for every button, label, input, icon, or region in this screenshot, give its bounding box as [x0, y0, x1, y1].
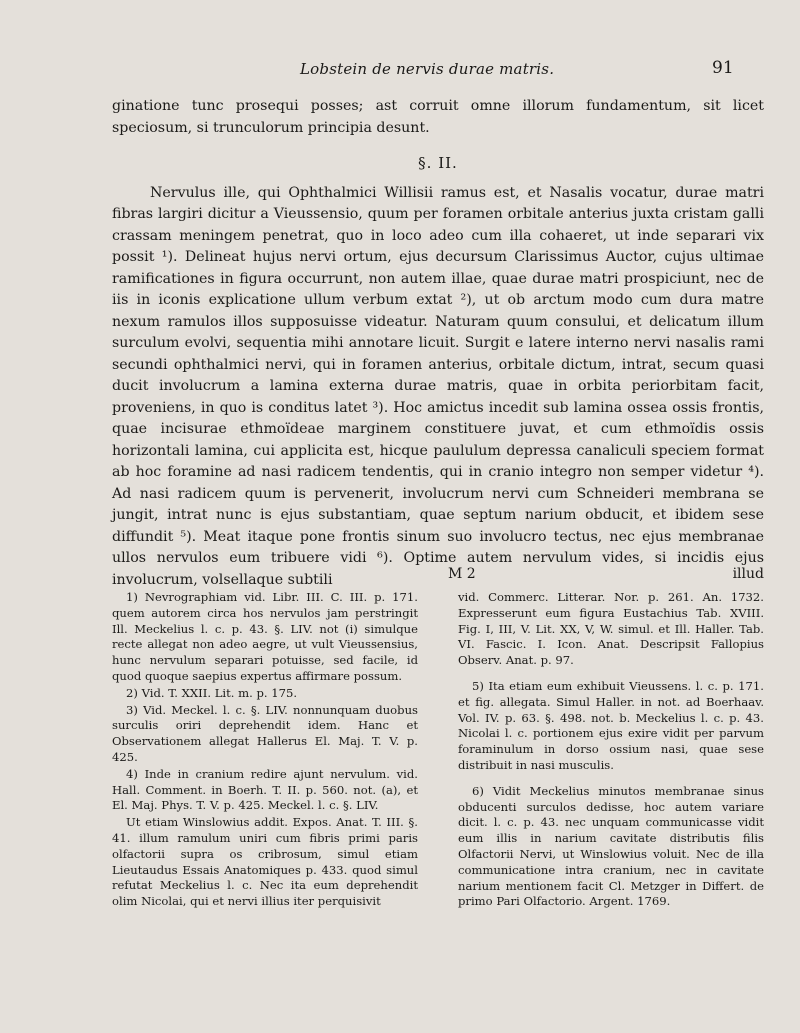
footnote: Ut etiam Winslowius addit. Expos. Anat. T. III. §. 41. illum ramulum uniri cum fibris primi paris olfactorii supra os cribrosum, simul etiam Lieutaudus Essais Anatomiques p. 433. quod simul refutat Meckelius l. c. Nec ita eum deprehendit olim Nicolai, qui et nervi illius iter perquisivit — [112, 815, 418, 909]
footnote: 1) Nevrographiam vid. Libr. III. C. III. p. 171. quem autorem circa hos nervulos jam perstringit Ill. Meckelius l. c. p. 43. §. LIV. not (i) simulque recte allegat non adeo aegre, ut vult Vieussensius, hunc nervulum separari potuisse, sed facile, id quod quoque saepius expertus affirmare possum. — [112, 590, 418, 683]
footnote-continuation: vid. Commerc. Litterar. Nor. p. 261. An. 1732. Expresserunt eum figura Eustachius Tab. XVIII. Fig. I, III, V. Lit. XX, V, W. simul. et Ill. Haller. Tab. VI. Fascic. I. Icon. Anat. Descripsit Fallopius Observ. Anat. p. 97. — [458, 590, 764, 668]
printer-signature: M 2 — [448, 566, 476, 582]
footnote: 3) Vid. Meckel. l. c. §. LIV. nonnunquam duobus surculis oriri deprehendit idem. Hanc et Observationem allegat Hallerus El. Maj. T. V. p. 425. — [112, 702, 418, 764]
catchword: illud — [732, 566, 764, 582]
footnote: 6) Vidit Meckelius minutos membranae sinus obducenti surculos dedisse, hoc autem variare dicit. l. c. p. 43. nec unquam communicasse vidit eum illis in narium cavitate distributis filis Olfactorii Nervi, ut Winslowius voluit. Nec de illa communicatione intra cranium, nec in cavitate narium mentionem facit Cl. Metzger in Differt. de primo Pari Olfactorio. Argent. 1769. — [458, 783, 764, 909]
footnotes-right-column — [458, 590, 764, 911]
page-number: 91 — [712, 58, 734, 78]
footnotes — [112, 590, 764, 911]
section-heading: §. II. — [418, 154, 458, 172]
running-title: Lobstein de nervis durae matris. — [300, 60, 555, 78]
footnote: 5) Ita etiam eum exhibuit Vieussens. l. c. p. 171. et fig. allegata. Simul Haller. in not. ad Boerhaav. Vol. IV. p. 63. §. 498. not. b. Meckelius l. c. p. 43. Nicolai l. c. portionem ejus exire vidit per parvum foraminulum in dorso ossium nasi, quae sese distribuit in nasi musculis. — [458, 678, 764, 772]
opening-paragraph: ginatione tunc prosequi posses; ast corruit omne illorum fundamentum, sit licet speciosum, si trunculorum principia desunt. — [112, 98, 764, 136]
page-header — [0, 60, 800, 86]
main-text — [112, 96, 764, 591]
body-paragraph: Nervulus ille, qui Ophthalmici Willisii ramus est, et Nasalis vocatur, durae matri fibras largiri dicitur a Vieussensio, quum per foramen orbitale anterius juxta cristam galli crassam meningem penetrat, quo in loco adeo cum illa cohaeret, ut inde separari vix possit ¹). Delineat hujus nervi ortum, ejus decursum Clarissimus Auctor, cujus ultimae ramificationes in figura occurrunt, non autem illae, quae durae matri prospiciunt, nec de iis in iconis explicatione ullum verbum extat ²), ut ob arctum modo cum dura matre nexum ramulos illos supposuisse videatur. Naturam quum consului, et delicatum illum surculum evolvi, sequentia mihi annotare licuit. Surgit e latere interno nervi nasalis rami secundi ophthalmici nervi, qui in foramen anterius, orbitale dictum, intrat, secum quasi ducit involucrum a lamina externa durae matris, quae in orbita periorbitam facit, proveniens, in quo is conditus latet ³). Hoc amictus incedit sub lamina ossea ossis frontis, quae incisurae ethmoïdeae marginem constituere juvat, et cum ethmoïdis ossis horizontali lamina, cui applicita est, hicque paululum depressa canaliculi speciem format ab hoc foramine ad nasi radicem tendentis, qui in cranio integro non semper videtur ⁴). Ad nasi radicem quum is pervenerit, involucrum nervi cum Schneideri membrana se jungit, intrat nunc is ejus substantiam, quae septum narium obducit, et ibidem sese diffundit ⁵). Meat itaque pone frontis sinum suo involucro tectus, nec ejus membranae ullos nervulos eum tribuere vidi ⁶). Optime autem nervulum vides, si incidis ejus involucrum, volsellaque subtili — [112, 184, 764, 588]
footnote: 4) Inde in cranium redire ajunt nervulum. vid. Hall. Comment. in Boerh. T. II. p. 560. not. (a), et El. Maj. Phys. T. V. p. 425. Meckel. l. c. §. LIV. — [112, 766, 418, 813]
signature-line — [112, 566, 764, 586]
footnote: 2) Vid. T. XXII. Lit. m. p. 175. — [126, 685, 298, 700]
footnotes-left-column — [112, 590, 418, 911]
